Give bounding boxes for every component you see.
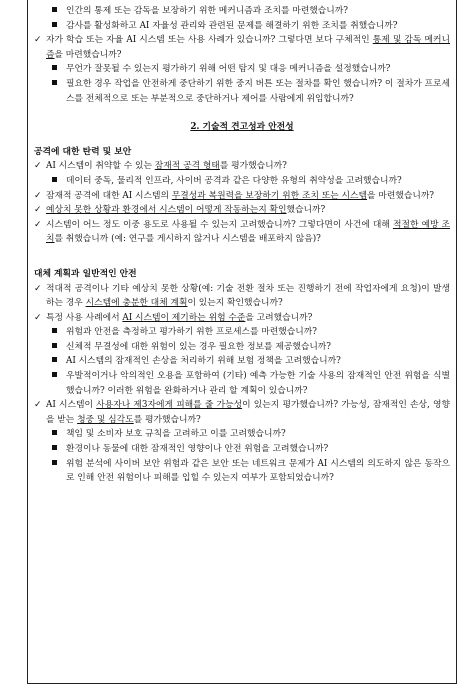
checklist-item: ✓ 특정 사용 사례에서 AI 시스템이 제기하는 위험 수준을 고려했습니까? <box>34 311 450 326</box>
section-title: 2. 기술적 견고성과 안전성 <box>190 122 294 133</box>
list-item: AI 시스템의 잠재적인 손상을 처리하기 위해 보험 정책을 고려했습니까? <box>34 354 450 369</box>
list-item: 데이터 중독, 물리적 인프라, 사이버 공격과 같은 다양한 유형의 취약성을 고려했습니까? <box>34 174 450 189</box>
checklist-item: ✓ AI 시스템이 취약할 수 있는 잠재적 공격 형태를 평가했습니까? <box>34 159 450 174</box>
subsection-heading: 공격에 대한 탄력 및 보안 <box>34 146 132 157</box>
checklist-item: ✓ 자가 학습 또는 자율 AI 시스템 또는 사용 사례가 있습니까? 그렇다면 보다 구체적인 통제 및 감독 메커니즘을 마련했습니까? <box>34 33 450 62</box>
list-item: 위험과 안전을 측정하고 평가하기 위한 프로세스를 마련했습니까? <box>34 325 450 340</box>
list-item: 무언가 잘못될 수 있는지 평가하기 위해 어떤 탐지 및 대응 메커니즘을 설정했습니까? <box>34 62 450 77</box>
checklist-item: ✓ 잠재적 공격에 대한 AI 시스템의 무결성과 복원력을 보장하기 위한 조치 또는 시스템을 마련했습니까? <box>34 189 450 204</box>
list-item: 감사를 활성화하고 AI 자율성 관리와 관련된 문제를 해결하기 위한 조치를 취했습니까? <box>34 19 450 34</box>
list-item: 환경이나 동물에 대한 잠재적인 영향이나 안전 위험을 고려했습니까? <box>34 442 450 457</box>
checklist-item: ✓ 시스템이 어느 정도 이중 용도로 사용될 수 있는지 고려했습니까? 그렇다면이 사건에 대해 적절한 예방 조치를 취했습니까 (예: 연구를 게시하지 않거나 시스템을 배포하지 않음)? <box>34 218 450 247</box>
checklist-item: ✓ AI 시스템이 사용자나 제3자에게 피해를 줄 가능성이 있는지 평가했습니까? 가능성, 잠재적인 손상, 영향을 받는 청중 및 심각도를 평가했습니까? <box>34 398 450 427</box>
spacer <box>34 247 450 259</box>
checklist-item: ✓ 예상치 못한 상황과 환경에서 시스템이 어떻게 작동하는지 확인했습니까? <box>34 203 450 218</box>
list-item: 책임 및 소비자 보호 규칙을 고려하고 이를 고려했습니까? <box>34 427 450 442</box>
list-item: 신체적 무결성에 대한 위험이 있는 경우 필요한 정보를 제공했습니까? <box>34 340 450 355</box>
subsection-heading: 대체 계획과 일반적인 안전 <box>34 268 137 279</box>
list-item: 필요한 경우 작업을 안전하게 중단하기 위한 중지 버튼 또는 절차를 확인 했습니까? 이 절차가 프로세스를 전체적으로 또는 부분적으로 중단하거나 제어를 사람에게 위임합니까? <box>34 77 450 106</box>
list-item: 우발적이거나 악의적인 오용을 포함하여 (기타) 예측 가능한 기술 사용의 잠재적인 안전 위험을 식별했습니까? 이러한 위험을 완화하거나 관리 할 계획이 있습니까? <box>34 369 450 398</box>
checklist-item: ✓ 적대적 공격이나 기타 예상치 못한 상황(예: 기술 전환 절차 또는 진행하기 전에 작업자에게 요청)이 발생하는 경우 시스템에 충분한 대체 계획이 있는지 확인했습니까? <box>34 282 450 311</box>
list-item: 인간의 통제 또는 감독을 보장하기 위한 메커니즘과 조치를 마련했습니까? <box>34 4 450 19</box>
list-item: 위험 분석에 사이버 보안 위험과 같은 보안 또는 네트워크 문제가 AI 시스템의 의도하지 않은 동작으로 인해 안전 위험이나 피해를 입힐 수 있는지 여부가 포함되었습니까? <box>34 457 450 486</box>
document-body <box>34 4 450 486</box>
